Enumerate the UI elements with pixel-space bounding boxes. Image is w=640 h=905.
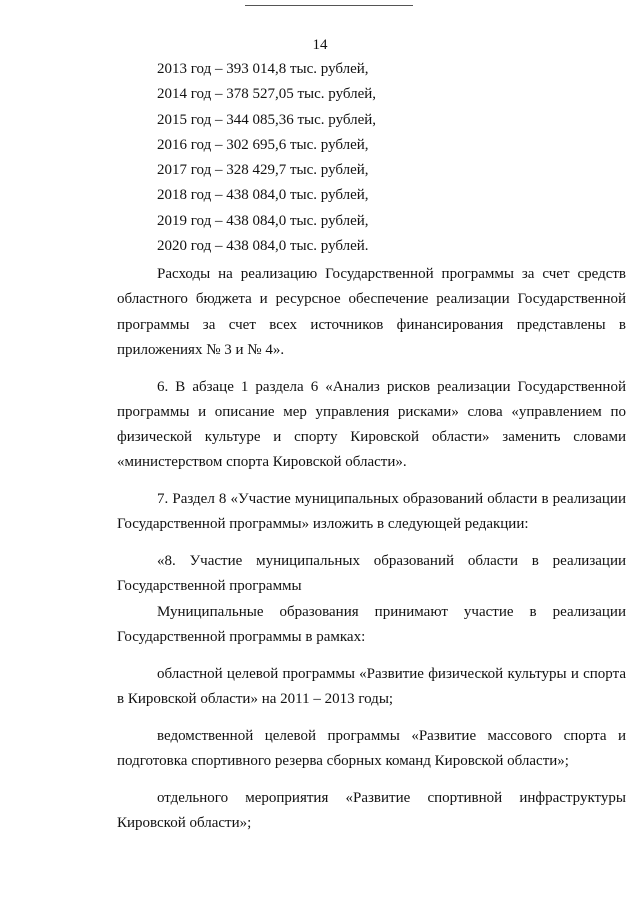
funding-year-item: 2016 год – 302 695,6 тыс. рублей, xyxy=(157,136,369,153)
funding-year-item: 2014 год – 378 527,05 тыс. рублей, xyxy=(157,86,377,103)
amendment-item-7: 7. Раздел 8 «Участие муниципальных образований области в реализации Государственной программы» изложить в следующей редакции: xyxy=(117,491,626,533)
funding-year-item: 2017 год – 328 429,7 тыс. рублей, xyxy=(157,162,369,179)
funding-year-item: 2020 год – 438 084,0 тыс. рублей. xyxy=(157,238,369,255)
participation-intro-paragraph: Муниципальные образования принимают участие в реализации Государственной программы в рамках: xyxy=(117,603,626,646)
section-8-heading: «8. Участие муниципальных образований области в реализации Государственной программы xyxy=(117,553,626,595)
top-rule xyxy=(245,5,413,6)
funding-year-item: 2019 год – 438 084,0 тыс. рублей, xyxy=(157,212,369,229)
page-number: 14 xyxy=(312,37,328,53)
departmental-program-paragraph: ведомственной целевой программы «Развитие массового спорта и подготовка спортивного резерва сборных команд Кировской области»; xyxy=(117,727,626,769)
funding-year-item: 2013 год – 393 014,8 тыс. рублей, xyxy=(157,61,369,77)
funding-by-year-list xyxy=(157,60,376,262)
amendment-item-6: 6. В абзаце 1 раздела 6 «Анализ рисков реализации Государственной программы и описание мер управления рисками» слова «управлением по физической культуре и спорту Кировской области» заменить словами «министерством спорта Кировской области». xyxy=(117,378,626,471)
funding-year-item: 2015 год – 344 085,36 тыс. рублей, xyxy=(157,111,377,128)
document-body xyxy=(117,262,626,848)
funding-sources-paragraph: Расходы на реализацию Государственной программы за счет средств областного бюджета и ресурсное обеспечение реализации Государственной программы за счет всех источников финансирования представлены в приложениях № 3 и № 4». xyxy=(117,266,626,358)
separate-measure-paragraph: отдельного мероприятия «Развитие спортивной инфраструктуры Кировской области»; xyxy=(117,789,626,831)
regional-program-paragraph: областной целевой программы «Развитие физической культуры и спорта в Кировской области» на 2011 – 2013 годы; xyxy=(117,665,626,708)
funding-year-item: 2018 год – 438 084,0 тыс. рублей, xyxy=(157,187,369,204)
